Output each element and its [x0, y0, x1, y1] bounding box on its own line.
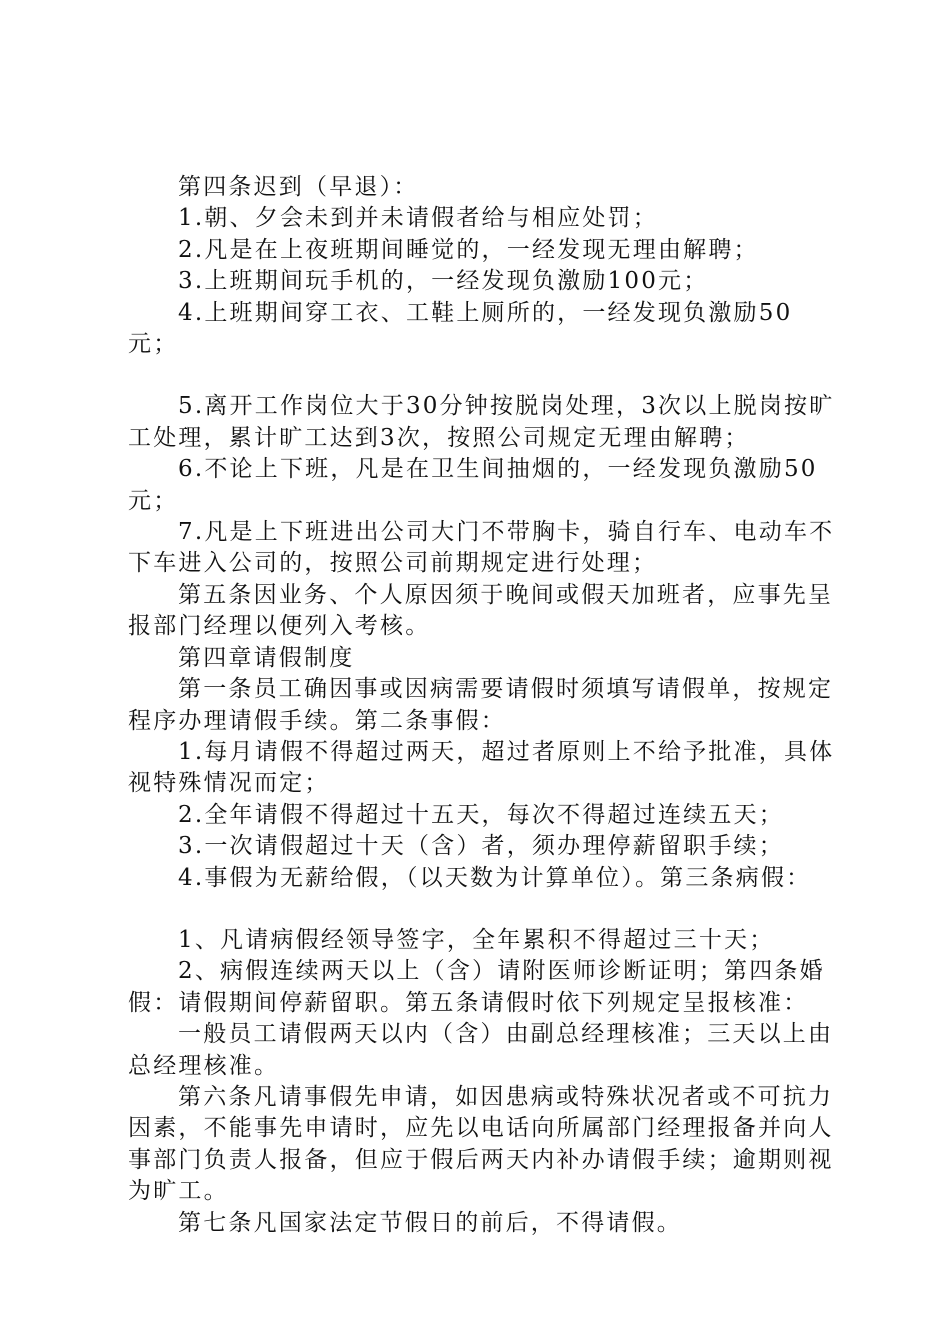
rule-item: 2.凡是在上夜班期间睡觉的，一经发现无理由解聘；: [178, 236, 759, 263]
rule-item: 1.每月请假不得超过两天，超过者原则上不给予批准，具体视特殊情况而定；: [128, 738, 835, 797]
rule-item: 4.上班期间穿工衣、工鞋上厕所的，一经发现负激励50元；: [128, 299, 793, 358]
rule-item: 2.全年请假不得超过十五天，每次不得超过连续五天；: [178, 801, 784, 828]
article-four-heading: 第四条迟到（早退）：: [178, 174, 419, 200]
rule-item: 4.事假为无薪给假，（以天数为计算单位）。第三条病假：: [178, 864, 812, 891]
rule-item: 1.朝、夕会未到并未请假者给与相应处罚；: [178, 205, 658, 232]
article-paragraph: 第六条凡请事假先申请，如因患病或特殊状况者或不可抗力因素，不能事先申请时，应先以电话向所属部门经理报备并向人事部门负责人报备，但应于假后两天内补办请假手续；逾期则视为旷工。: [128, 1083, 834, 1205]
document-body: [128, 172, 842, 1239]
article-paragraph: 第七条凡国家法定节假日的前后，不得请假。: [178, 1209, 682, 1236]
rule-item: 5.离开工作岗位大于30分钟按脱岗处理，3次以上脱岗按旷工处理，累计旷工达到3次，按照公司规定无理由解聘；: [128, 393, 835, 451]
rule-item: 7.凡是上下班进出公司大门不带胸卡，骑自行车、电动车不下车进入公司的，按照公司前期规定进行处理；: [128, 519, 835, 577]
rule-item: 3.一次请假超过十天（含）者，须办理停薪留职手续；: [178, 833, 784, 860]
rule-item: 2、病假连续两天以上（含）请附医师诊断证明；第四条婚假：请假期间停薪留职。第五条请假时依下列规定呈报核准：: [128, 958, 825, 1016]
rule-item: 1、凡请病假经领导签字，全年累积不得超过三十天；: [178, 926, 775, 953]
chapter-heading: 第四章请假制度: [178, 644, 355, 671]
rule-item: 3.上班期间玩手机的，一经发现负激励100元；: [178, 268, 709, 295]
article-paragraph: 第一条员工确因事或因病需要请假时须填写请假单，按规定程序办理请假手续。第二条事假：: [128, 676, 834, 734]
article-paragraph: 一般员工请假两天以内（含）由副总经理核准；三天以上由总经理核准。: [128, 1021, 834, 1079]
article-paragraph: 第五条因业务、个人原因须于晚间或假天加班者，应事先呈报部门经理以便列入考核。: [128, 581, 834, 640]
rule-item: 6.不论上下班，凡是在卫生间抽烟的，一经发现负激励50元；: [128, 456, 818, 514]
